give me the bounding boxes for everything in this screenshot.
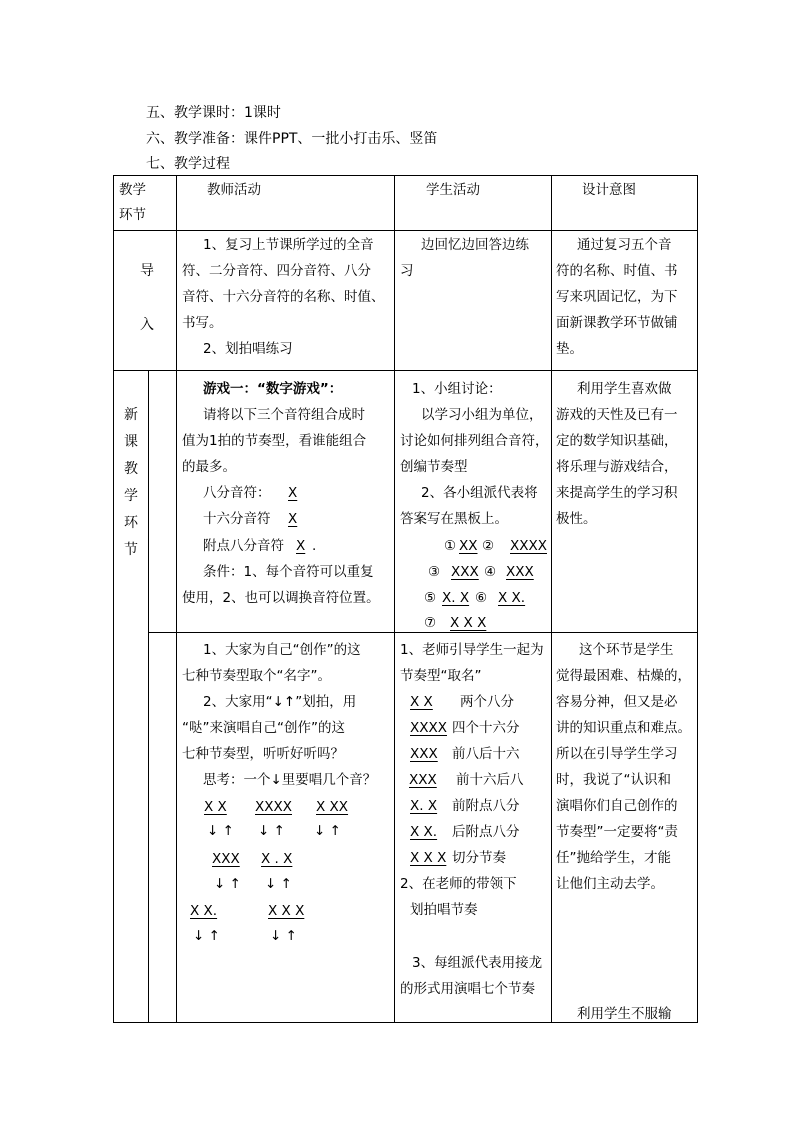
beat-arrows: ↓ ↑ [258,823,285,839]
rhythm-pattern: X . X [261,851,293,867]
rhythm-teacher-line: 2、大家用“↓↑”划拍，用 [203,694,357,710]
stage-label-new: 课 [124,434,138,450]
rhythm-design-line: 利用学生不服输 [577,1006,672,1022]
answer-marker: ⑤ [424,590,437,606]
answer-rhythm: X X X [450,615,487,631]
table-border-right [697,175,698,1023]
rhythm-design-line: 容易分神，但又是必 [556,694,678,710]
game-design-line: 定的数学知识基础， [556,433,678,449]
note-label: 十六分音符 [203,511,271,527]
rhythm-student-line: 节奏型“取名” [400,668,482,684]
answer-rhythm: XX [459,538,478,554]
beat-arrows: ↓ ↑ [265,876,292,892]
rhythm-design-line: 这个环节是学生 [579,642,674,658]
table-divider [148,370,149,1022]
table-divider [176,175,177,1023]
game-design-line: 游戏的天性及已有一 [556,407,678,423]
rhythm-name-symbol: X. X [410,798,438,814]
table-border-left [113,175,114,1023]
intro-design-line: 写来巩固记忆，为下 [556,289,678,305]
header-stage-2: 环节 [119,207,146,223]
header-stage-1: 教学 [119,182,146,198]
intro-design-line: 通过复习五个音 [577,237,672,253]
rhythm-pattern: XXXX [255,799,292,815]
header-design: 设计意图 [582,182,636,198]
rhythm-design-line: 时，我说了“认识和 [556,772,671,788]
stage-label-new: 学 [124,488,138,504]
rhythm-student-line: 划拍唱节奏 [410,902,478,918]
rhythm-pattern: XXX [212,851,240,867]
game-design-line: 将乐理与游戏结合， [556,459,678,475]
rhythm-design-line: 讲的知识重点和难点。 [556,720,691,736]
rhythm-name: 两个八分 [460,694,514,710]
intro-design-line: 面新课教学环节做铺 [556,315,678,331]
intro-teacher-line: 2、划拍唱练习 [203,341,293,357]
rhythm-student-line: 1、老师引导学生一起为 [400,642,544,658]
note-label: 附点八分音符 [203,538,284,554]
stage-label-new: 新 [124,407,138,423]
rhythm-name: 前八后十六 [452,746,520,762]
note-label: 八分音符： [203,485,271,501]
beat-arrows: ↓ ↑ [270,928,297,944]
answer-rhythm: X X. [498,590,526,606]
rhythm-name: 前十六后八 [456,772,524,788]
answer-rhythm: X. X [442,590,470,606]
rhythm-design-line: 觉得最困难、枯燥的， [556,668,691,684]
intro-design-line: 符的名称、时值、书 [556,263,678,279]
rhythm-pattern: X X X [268,903,305,919]
rhythm-design-line: 所以在引导学生学习 [556,746,678,762]
game-teacher-line: 的最多。 [182,459,236,475]
note-symbol: X [288,485,298,501]
rhythm-design-line: 任”抛给学生，才能 [556,850,671,866]
intro-student-line: 边回忆边回答边练 [421,237,529,253]
beat-arrows: ↓ ↑ [314,823,341,839]
answer-rhythm: XXX [506,564,534,580]
rhythm-teacher-line: 思考：一个↓里要唱几个音？ [203,772,377,788]
intro-teacher-line: 符、二分音符、四分音符、八分 [182,263,371,279]
table-divider [113,370,698,371]
game-condition-line: 使用，2、也可以调换音符位置。 [182,590,380,606]
game-teacher-line: 值为1拍的节奏型，看谁能组合 [182,433,367,449]
intro-teacher-line: 书写。 [182,315,223,331]
game-student-line: 讨论如何排列组合音符， [400,433,549,449]
game-student-line: 以学习小组为单位， [421,407,543,423]
rhythm-pattern: X X. [190,903,218,919]
game-teacher-line: 请将以下三个音符组合成时 [203,407,365,423]
rhythm-pattern: X XX [316,799,349,815]
game-design-line: 利用学生喜欢做 [577,381,672,397]
stage-label-intro-2: 入 [140,317,154,333]
rhythm-name: 切分节奏 [452,850,506,866]
game-condition-line: 条件：1、每个音符可以重复 [203,564,374,580]
answer-marker: ③ [428,564,441,580]
table-divider [394,175,395,1023]
intro-design-line: 垫。 [556,341,583,357]
lesson-process-heading: 七、教学过程 [146,156,230,172]
table-divider [148,632,698,633]
rhythm-design-line: 让他们主动去学。 [556,876,664,892]
rhythm-name: 后附点八分 [452,824,520,840]
rhythm-pattern: X X [204,799,227,815]
table-divider [113,230,698,231]
rhythm-name: 四个十六分 [452,720,520,736]
rhythm-teacher-line: 七种节奏型取个“名字”。 [182,668,331,684]
answer-marker: ① [444,538,457,554]
game-design-line: 极性。 [556,511,597,527]
stage-label-intro-1: 导 [140,263,154,279]
stage-label-new: 环 [124,515,138,531]
game-student-line: 1、小组讨论： [412,381,502,397]
beat-arrows: ↓ ↑ [214,876,241,892]
game-student-line: 2、各小组派代表将 [421,485,538,501]
lesson-preparation: 六、教学准备：课件PPT、一批小打击乐、竖笛 [146,131,438,147]
rhythm-teacher-line: “哒”来演唱自己“创作”的这 [182,720,345,736]
rhythm-name: 前附点八分 [452,798,520,814]
intro-teacher-line: 音符、十六分音符的名称、时值、 [182,289,385,305]
beat-arrows: ↓ ↑ [207,823,234,839]
rhythm-teacher-line: 七种节奏型，听听好听吗？ [182,746,344,762]
rhythm-name-symbol: XXXX [410,720,447,736]
table-border-top [113,175,698,176]
note-symbol: X [296,538,306,554]
answer-rhythm: XXX [451,564,479,580]
answer-rhythm: XXXX [510,538,547,554]
rhythm-student-line: 的形式用演唱七个节奏 [400,981,535,997]
answer-marker: ② [482,538,495,554]
intro-teacher-line: 1、复习上节课所学过的全音 [203,237,374,253]
rhythm-name-symbol: XXX [409,772,437,788]
beat-arrows: ↓ ↑ [193,928,220,944]
answer-marker: ⑦ [424,615,437,631]
table-divider [551,175,552,1023]
rhythm-name-symbol: X X. [410,824,438,840]
intro-student-line: 习 [400,263,414,279]
answer-marker: ④ [484,564,497,580]
rhythm-name-symbol: X X X [410,850,447,866]
game-design-line: 来提高学生的学习积 [556,485,678,501]
game-student-line: 创编节奏型 [400,459,468,475]
rhythm-name-symbol: XXX [410,746,438,762]
rhythm-teacher-line: 1、大家为自己“创作”的这 [203,642,361,658]
rhythm-student-line: 3、每组派代表用接龙 [412,955,543,971]
game-title: 游戏一：“数字游戏”： [203,381,343,397]
stage-label-new: 教 [124,461,138,477]
game-student-line: 答案写在黑板上。 [400,511,508,527]
rhythm-student-line: 2、在老师的带领下 [400,876,517,892]
stage-label-new: 节 [124,542,138,558]
header-student: 学生活动 [426,182,480,198]
lesson-duration: 五、教学课时：1课时 [146,105,281,121]
note-dot: . [312,538,317,554]
answer-marker: ⑥ [475,590,488,606]
rhythm-design-line: 节奏型”一定要将“责 [556,824,678,840]
note-symbol: X [288,511,298,527]
header-teacher: 教师活动 [207,182,261,198]
rhythm-design-line: 演唱你们自己创作的 [556,798,678,814]
rhythm-name-symbol: X X [410,694,433,710]
